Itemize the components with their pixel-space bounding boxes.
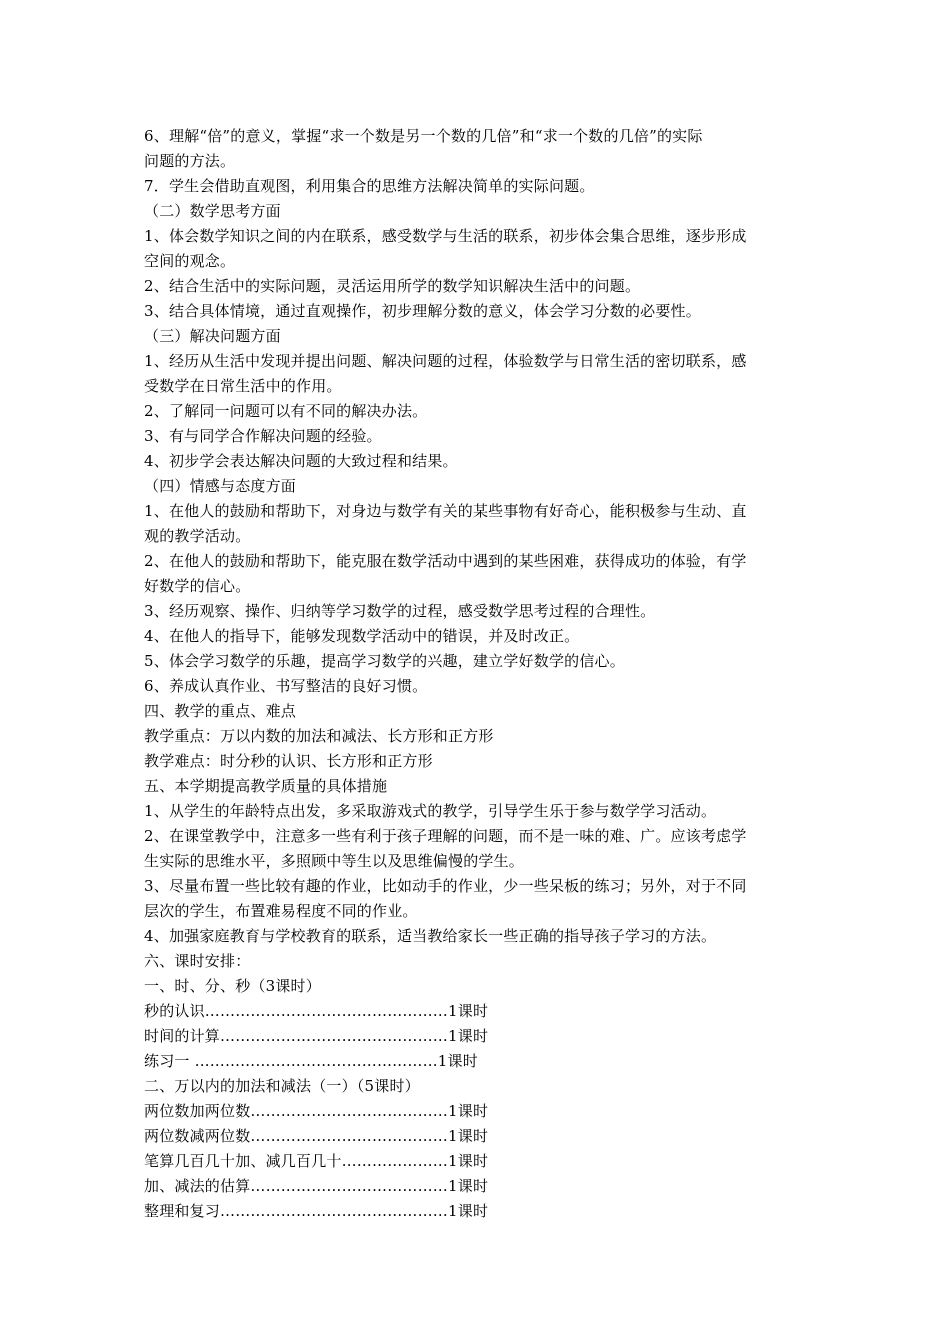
unit-heading: 一、时、分、秒（3课时） [144, 977, 321, 995]
section-heading: （四）情感与态度方面 [144, 477, 297, 495]
schedule-item: 笔算几百几十加、减几百几十…………………1课时 [144, 1152, 489, 1170]
unit-heading: 二、万以内的加法和减法（一）（5课时） [144, 1077, 420, 1095]
text-line: 4、加强家庭教育与学校教育的联系，适当教给家长一些正确的指导孩子学习的方法。 [144, 927, 717, 945]
text-line: 受数学在日常生活中的作用。 [144, 377, 342, 395]
text-line: 2、在课堂教学中，注意多一些有利于孩子理解的问题，而不是一味的难、广。应该考虑学 [144, 827, 747, 845]
text-line: 3、尽量布置一些比较有趣的作业，比如动手的作业，少一些呆板的练习；另外，对于不同 [144, 877, 747, 895]
text-line: 4、在他人的指导下，能够发现数学活动中的错误，并及时改正。 [144, 627, 580, 645]
section-heading: （三）解决问题方面 [144, 327, 281, 345]
text-line: 1、体会数学知识之间的内在联系，感受数学与生活的联系，初步体会集合思维，逐步形成 [144, 227, 747, 245]
text-line: 2、在他人的鼓励和帮助下，能克服在数学活动中遇到的某些困难，获得成功的体验，有学 [144, 552, 747, 570]
section-heading: 四、教学的重点、难点 [144, 702, 297, 720]
section-heading: 六、课时安排： [144, 952, 251, 970]
text-line: 5、体会学习数学的乐趣，提高学习数学的兴趣，建立学好数学的信心。 [144, 652, 625, 670]
schedule-item: 加、减法的估算…………………………………1课时 [144, 1177, 489, 1195]
section-heading: 五、本学期提高教学质量的具体措施 [144, 777, 388, 795]
text-line: 教学难点：时分秒的认识、长方形和正方形 [144, 752, 433, 770]
text-line: 观的教学活动。 [144, 527, 251, 545]
text-line: 7．学生会借助直观图，利用集合的思维方法解决简单的实际问题。 [144, 177, 595, 195]
text-line: 好数学的信心。 [144, 577, 251, 595]
text-line: 3、结合具体情境，通过直观操作，初步理解分数的意义，体会学习分数的必要性。 [144, 302, 701, 320]
section-heading: （二）数学思考方面 [144, 202, 281, 220]
schedule-item: 时间的计算………………………………………1课时 [144, 1027, 489, 1045]
text-line: 3、经历观察、操作、归纳等学习数学的过程，感受数学思考过程的合理性。 [144, 602, 656, 620]
text-line: 1、经历从生活中发现并提出问题、解决问题的过程，体验数学与日常生活的密切联系，感 [144, 352, 747, 370]
text-line: 2、了解同一问题可以有不同的解决办法。 [144, 402, 428, 420]
text-line: 生实际的思维水平，多照顾中等生以及思维偏慢的学生。 [144, 852, 525, 870]
text-line: 层次的学生，布置难易程度不同的作业。 [144, 902, 418, 920]
text-line: 1、从学生的年龄特点出发，多采取游戏式的教学，引导学生乐于参与数学学习活动。 [144, 802, 717, 820]
text-line: 3、有与同学合作解决问题的经验。 [144, 427, 382, 445]
text-line: 教学重点：万以内数的加法和减法、长方形和正方形 [144, 727, 494, 745]
text-line: 6、养成认真作业、书写整洁的良好习惯。 [144, 677, 428, 695]
text-line: 空间的观念。 [144, 252, 236, 270]
schedule-item: 练习一 …………………………………………1课时 [144, 1052, 478, 1070]
text-line: 6、理解“倍”的意义，掌握“求一个数是另一个数的几倍”和“求一个数的几倍”的实际 [144, 127, 703, 145]
schedule-item: 两位数减两位数…………………………………1课时 [144, 1127, 489, 1145]
schedule-item: 整理和复习………………………………………1课时 [144, 1202, 489, 1220]
schedule-item: 秒的认识…………………………………………1课时 [144, 1002, 489, 1020]
document-body [144, 124, 810, 1224]
text-line: 问题的方法。 [144, 152, 236, 170]
text-line: 1、在他人的鼓励和帮助下，对身边与数学有关的某些事物有好奇心，能积极参与生动、直 [144, 502, 747, 520]
schedule-item: 两位数加两位数…………………………………1课时 [144, 1102, 489, 1120]
text-line: 2、结合生活中的实际问题，灵活运用所学的数学知识解决生活中的问题。 [144, 277, 641, 295]
text-line: 4、初步学会表达解决问题的大致过程和结果。 [144, 452, 458, 470]
